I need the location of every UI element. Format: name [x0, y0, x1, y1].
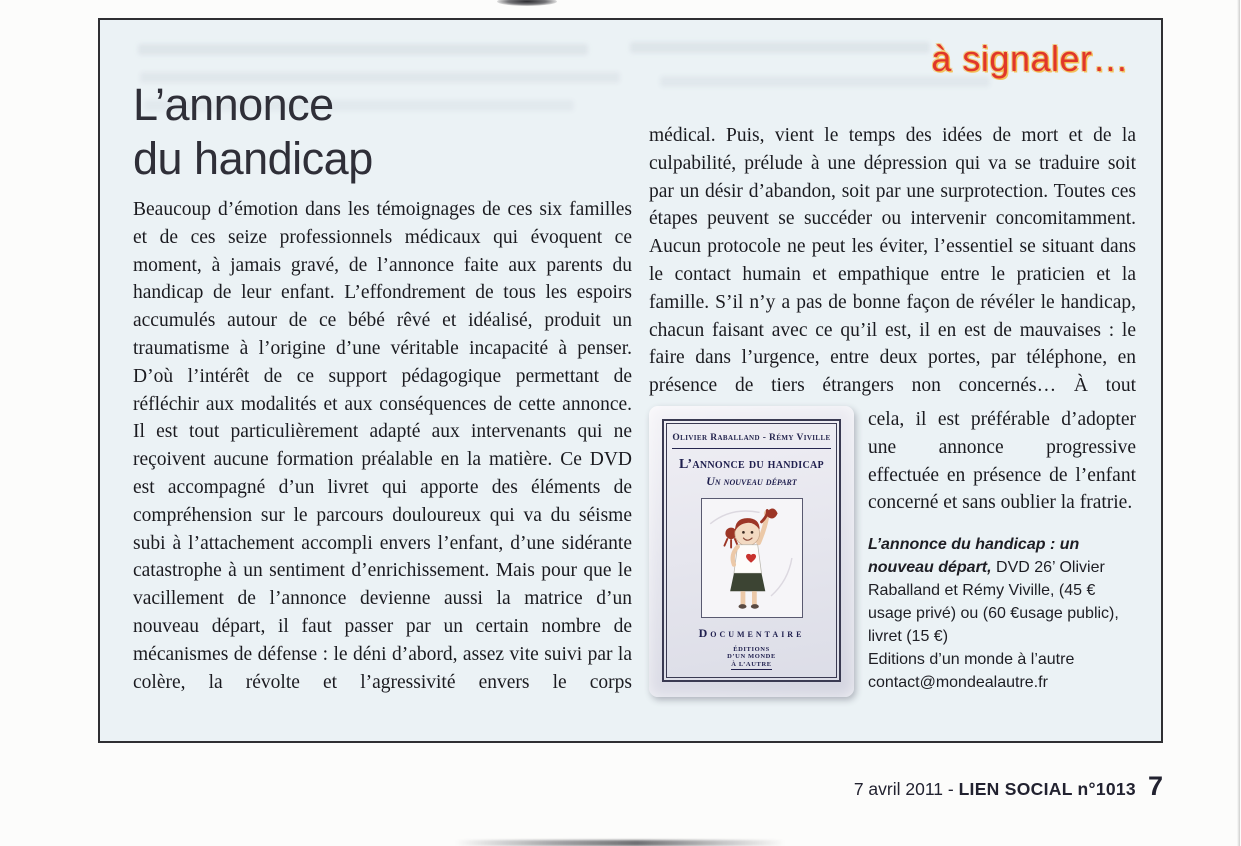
scan-artifact-bottom	[455, 840, 785, 846]
caption-title: L’annonce du handicap : un nouveau départ,	[868, 536, 1080, 577]
dvd-cover-photo	[649, 406, 854, 697]
article-paragraph-right-top: médical. Puis, vient le temps des idées de mort et de la culpabilité, prélude à une dépression qui va se traduire soit par un désir d’abandon, soit par une surprotection. Toutes ces étapes peuvent se succéder ou intervenir concomitamment. Aucun protocole ne peut les éviter, l’essentiel se situant dans le contact humain et empathique entre le praticien et la famille. S’il n’y a pas de bonne façon de révéler le handicap, chacun faisant avec ce qu’il est, il en est de mauvaises : le faire dans l’urgence, entre deux portes, par téléphone, en présence de tiers étrangers non concernés… À tout	[649, 125, 1136, 397]
dvd-cover-title: L’annonce du handicap	[679, 456, 824, 472]
dvd-cover-illustration-frame	[701, 498, 803, 618]
article-paragraph-left: Beaucoup d’émotion dans les témoignages de ces six familles et de ces seize professionnels médicaux qui évoquent ce moment, à jamais gravé, de l’annonce faite aux parents du handicap de leur enfant. L’effondrement de tous les espoirs accumulés autour de ce bébé rêvé et idéalisé, produit un traumatisme à l’origine d’une véritable incapacité à penser. D’où l’intérêt de ce support pédagogique permettant de réfléchir aux modalités et aux conséquences de cette annonce. Il est tout particulièrement adapté aux intervenants qui ne reçoivent aucune formation préalable en la matière. Ce DVD est accompagné d’un livret qui apporte des éléments de compréhension sur le parcours douloureux qui va du séisme subi à l’attachement accompli envers l’enfant, d’une sidérante catastrophe à un sentiment d’enrichissement. Mais pour que le vacillement de l’annonce devienne aussi la matrice d’un nouveau départ, il faut passer par un certain nombre de mécanismes de défense : le déni d’abord, assez vite suivi par la colère, la révolte et l’agressivité envers le corps	[133, 199, 632, 693]
scan-artifact-top	[497, 0, 557, 6]
publisher-line1: ÉDITIONS	[733, 645, 770, 653]
dvd-reference-caption	[868, 533, 1136, 694]
footer-page-number: 7	[1147, 771, 1163, 801]
caption-main	[868, 533, 1136, 648]
article-panel	[98, 18, 1163, 743]
publisher-line2: D’UN MONDE	[727, 653, 776, 661]
dvd-cover-genre: Documentaire	[698, 625, 805, 640]
article-column-right-wrap	[868, 406, 1136, 694]
caption-details: DVD 26’ Olivier Raballand et Rémy Viville, (45 € usage privé) ou (60 €usage public), livret (15 €)	[868, 559, 1119, 646]
caption-contact-email: contact@mondealautre.fr	[868, 674, 1048, 692]
scan-page-edge	[1237, 0, 1240, 846]
scan-bleed-artifact	[630, 42, 930, 53]
page-footer	[854, 771, 1163, 802]
article-column-right	[649, 122, 1136, 697]
article-title	[133, 78, 373, 186]
scan-bleed-artifact	[138, 44, 588, 55]
dvd-cover-outer-frame	[662, 419, 841, 682]
article-title-line1: L’annonce	[133, 79, 334, 130]
dvd-cover-subtitle: Un nouveau départ	[706, 473, 797, 488]
footer-magazine-issue: LIEN SOCIAL n°1013	[958, 779, 1136, 799]
article-column-left	[133, 196, 632, 696]
footer-date: 7 avril 2011 -	[853, 779, 959, 799]
publisher-logo	[672, 646, 831, 670]
caption-publisher: Editions d’un monde à l’autre	[868, 651, 1075, 669]
dvd-cover-authors: Olivier Raballand - Rémy Viville	[672, 433, 831, 449]
article-paragraph-right-wrap: cela, il est préférable d’adopter une annonce progressive effectuée en présence de l’enfant concerné et sans oublier la fratrie.	[868, 408, 1136, 514]
dvd-cover-inner-frame	[666, 423, 837, 678]
publisher-line3: À L’AUTRE	[731, 660, 772, 668]
girl-with-heart-illustration	[704, 501, 800, 615]
section-flag: à signaler…	[931, 38, 1129, 79]
article-title-line2: du handicap	[133, 133, 373, 184]
